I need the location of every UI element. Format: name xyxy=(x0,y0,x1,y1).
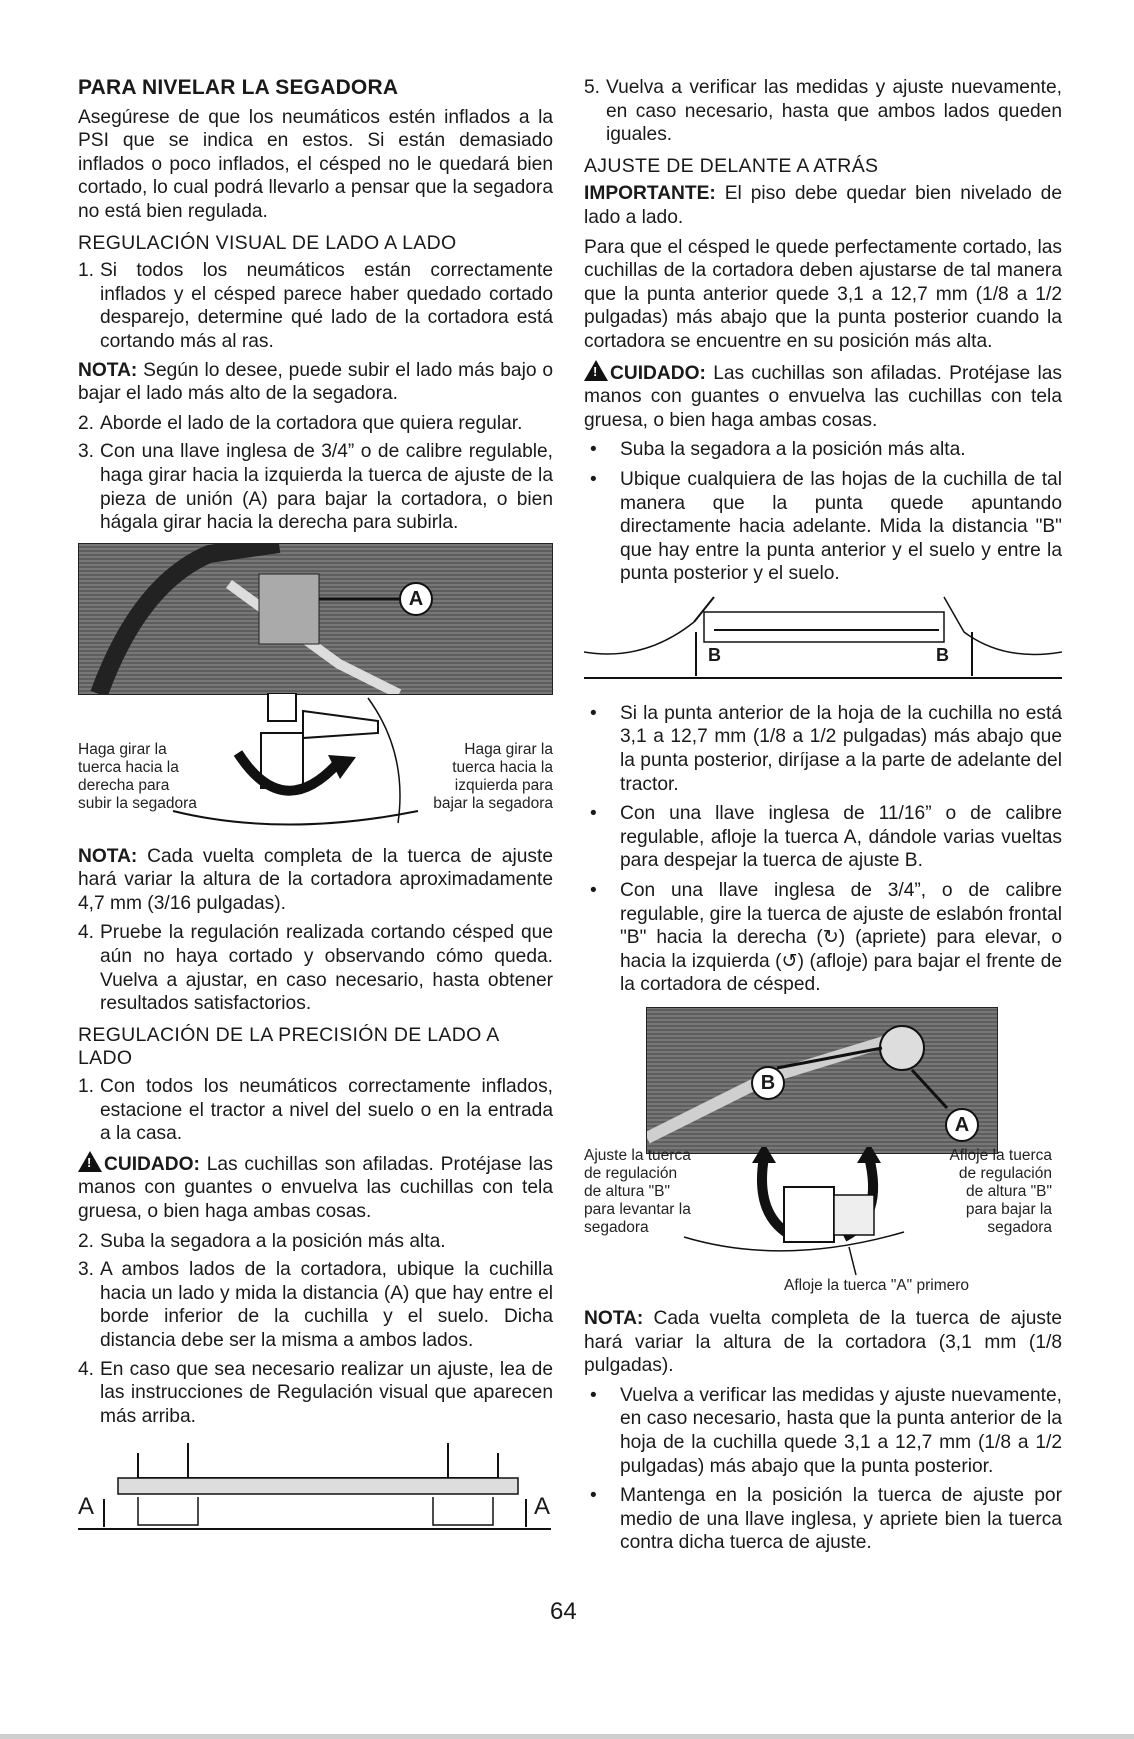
numbered-step: 5. Vuelva a verificar las medidas y ajuste nuevamente, en caso necesario, hasta que ambos lados queden iguales. xyxy=(584,77,1062,146)
intro-paragraph: Asegúrese de que los neumáticos estén inflados a la PSI que se indica en estos. Si están demasiado inflados o poco inflados, el césped no le quedará bien cortado, lo cual podrá llevarlo a pensar que la segadora no está bien regulada. xyxy=(78,106,553,222)
callout-b: B xyxy=(751,1066,785,1100)
front-link-illustration xyxy=(647,1008,997,1153)
callout-a: A xyxy=(399,582,433,616)
mower-linkage-photo xyxy=(78,543,553,695)
caption-left: Haga girar la tuerca hacia la derecha para subir la segadora xyxy=(78,740,197,812)
important-paragraph: IMPORTANTE: El piso debe quedar bien nivelado de lado a lado. xyxy=(584,183,1062,228)
label-a-right: A xyxy=(534,1493,551,1521)
label-b-left: B xyxy=(708,644,721,665)
figure-front-link-nut xyxy=(584,1007,1062,1297)
bullet-item: • Vuelva a verificar las medidas y ajuste nuevamente, en caso necesario, hasta que la punta anterior de la hoja de la cuchilla quede 3,1 a 12,7 mm (1/8 a 1/2 pulgadas) más abajo que la punta posterior. xyxy=(590,1384,1062,1477)
warning-icon xyxy=(584,360,608,381)
numbered-step: 3. A ambos lados de la cortadora, ubique la cuchilla hacia un lado y mida la distancia (A) que hay entre el borde inferior de la cuchilla y el suelo. Dicha distancia debe ser la misma a ambos lados. xyxy=(78,1259,553,1351)
caption-bottom: Afloje la tuerca "A" primero xyxy=(784,1277,970,1294)
bullet-item: • Ubique cualquiera de las hojas de la cuchilla de tal manera que la punta quede apuntando directamente hacia adelante. Mida la distancia "B" que hay entre la punta anterior y el suelo y entre la punta posterior y el suelo. xyxy=(590,468,1062,585)
caption-right: Afloje la tuerca de regulación de altura "B" para bajar la segadora xyxy=(949,1147,1052,1236)
caution-paragraph: !CUIDADO: Las cuchillas son afiladas. Protéjase las manos con guantes o envuelva las cuchillas con tela gruesa, o bien haga ambas cosas. xyxy=(78,1151,553,1224)
bullet-item: • Mantenga en la posición la tuerca de ajuste por medio de una llave inglesa, y apriete bien la tuerca contra dicha tuerca de ajuste. xyxy=(590,1485,1062,1554)
callout-a: A xyxy=(945,1108,979,1142)
front-back-heading: AJUSTE DE DELANTE A ATRÁS xyxy=(584,154,879,177)
right-column xyxy=(584,72,1062,1561)
front-link-photo xyxy=(646,1007,998,1154)
caption-right: Haga girar la tuerca hacia la izquierda para bajar la segadora xyxy=(433,740,553,812)
bullet-item: • Con una llave inglesa de 11/16” o de calibre regulable, afloje la tuerca A, dándole varias vueltas para despejar la tuerca de ajuste B. xyxy=(590,803,1062,872)
numbered-step: 1. Con todos los neumáticos correctamente inflados, estacione el tractor a nivel del suelo o en la entrada a la casa. xyxy=(78,1076,553,1145)
page-number: 64 xyxy=(550,1598,577,1625)
linkage-illustration xyxy=(79,544,552,694)
numbered-step: 3. Con una llave inglesa de 3/4” o de calibre regulable, haga girar hacia la izquierda la tuerca de ajuste de la pieza de unión (A) para bajar la cortadora, o bien hágala girar hacia la derecha para subirla. xyxy=(78,441,553,534)
label-a-left: A xyxy=(78,1493,95,1521)
numbered-step: 1. Si todos los neumáticos están correctamente inflados y el césped parece haber quedado cortado desparejo, determine qué lado de la cortadora está cortando más al ras. xyxy=(78,260,553,352)
visual-side-heading: REGULACIÓN VISUAL DE LADO A LADO xyxy=(78,231,457,254)
blade-adjust-paragraph: Para que el césped le quede perfectamente cortado, las cuchillas de la cortadora deben ajustarse de tal manera que la punta anterior quede 3,1 a 12,7 mm (1/8 a 1/2 pulgadas) más abajo que la punta posterior cuando la cortadora se encuentre en su posición más alta. xyxy=(584,236,1062,352)
bullet-item: • Con una llave inglesa de 3/4”, o de calibre regulable, gire la tuerca de ajuste de eslabón frontal "B" hacia la derecha (↻) (apriete) para elevar, o hacia la izquierda (↺) (afloje) para bajar el frente de la cortadora de césped. xyxy=(590,880,1062,996)
numbered-step: 2. Suba la segadora a la posición más alta. xyxy=(78,1230,446,1252)
figure-blade-height-sides xyxy=(78,1433,553,1533)
numbered-step: 4. En caso que sea necesario realizar un ajuste, lea de las instrucciones de Regulación visual que aparecen más arriba. xyxy=(78,1358,553,1427)
bullet-item: • Si la punta anterior de la hoja de la cuchilla no está 3,1 a 12,7 mm (1/8 a 1/2 pulgadas) más abajo que la punta posterior, diríjase a la parte de adelante del tractor. xyxy=(590,702,1062,795)
bullet-item: • Suba la segadora a la posición más alta. xyxy=(590,439,966,461)
figure-blade-height-front-back xyxy=(584,592,1062,692)
deck-side-diagram xyxy=(78,1433,551,1533)
numbered-step: 4. Pruebe la regulación realizada cortando césped que aún no haya cortado y observando cómo queda. Vuelva a ajustar, en caso necesario, hasta obtener resultados satisfactorios. xyxy=(78,922,553,1015)
note-paragraph: NOTA: Cada vuelta completa de la tuerca de ajuste hará variar la altura de la cortadora aproximadamente 4,7 mm (3/16 pulgadas). xyxy=(78,845,553,914)
note-paragraph: NOTA: Según lo desee, puede subir el lado más bajo o bajar el lado más alto de la segadora. xyxy=(78,359,553,405)
note-paragraph: NOTA: Cada vuelta completa de la tuerca de ajuste hará variar la altura de la cortadora (3,1 mm (1/8 pulgadas). xyxy=(584,1308,1062,1377)
figure-adjust-nut xyxy=(78,543,553,835)
left-column xyxy=(78,72,553,1543)
precision-side-heading: REGULACIÓN DE LA PRECISIÓN DE LADO A LADO xyxy=(78,1023,499,1070)
numbered-step: 2. Aborde el lado de la cortadora que quiera regular. xyxy=(78,412,523,434)
section-title: PARA NIVELAR LA SEGADORA xyxy=(78,76,399,99)
page-bottom-edge xyxy=(0,1734,1134,1739)
blade-front-back-diagram xyxy=(584,592,1062,692)
label-b-right: B xyxy=(936,644,949,665)
warning-icon xyxy=(78,1151,102,1172)
caption-left: Ajuste la tuerca de regulación de altura "B" para levantar la segadora xyxy=(584,1147,691,1236)
caution-paragraph: !CUIDADO: Las cuchillas son afiladas. Protéjase las manos con guantes o envuelva las cuchillas con tela gruesa, o bien haga ambas cosas. xyxy=(584,360,1062,433)
